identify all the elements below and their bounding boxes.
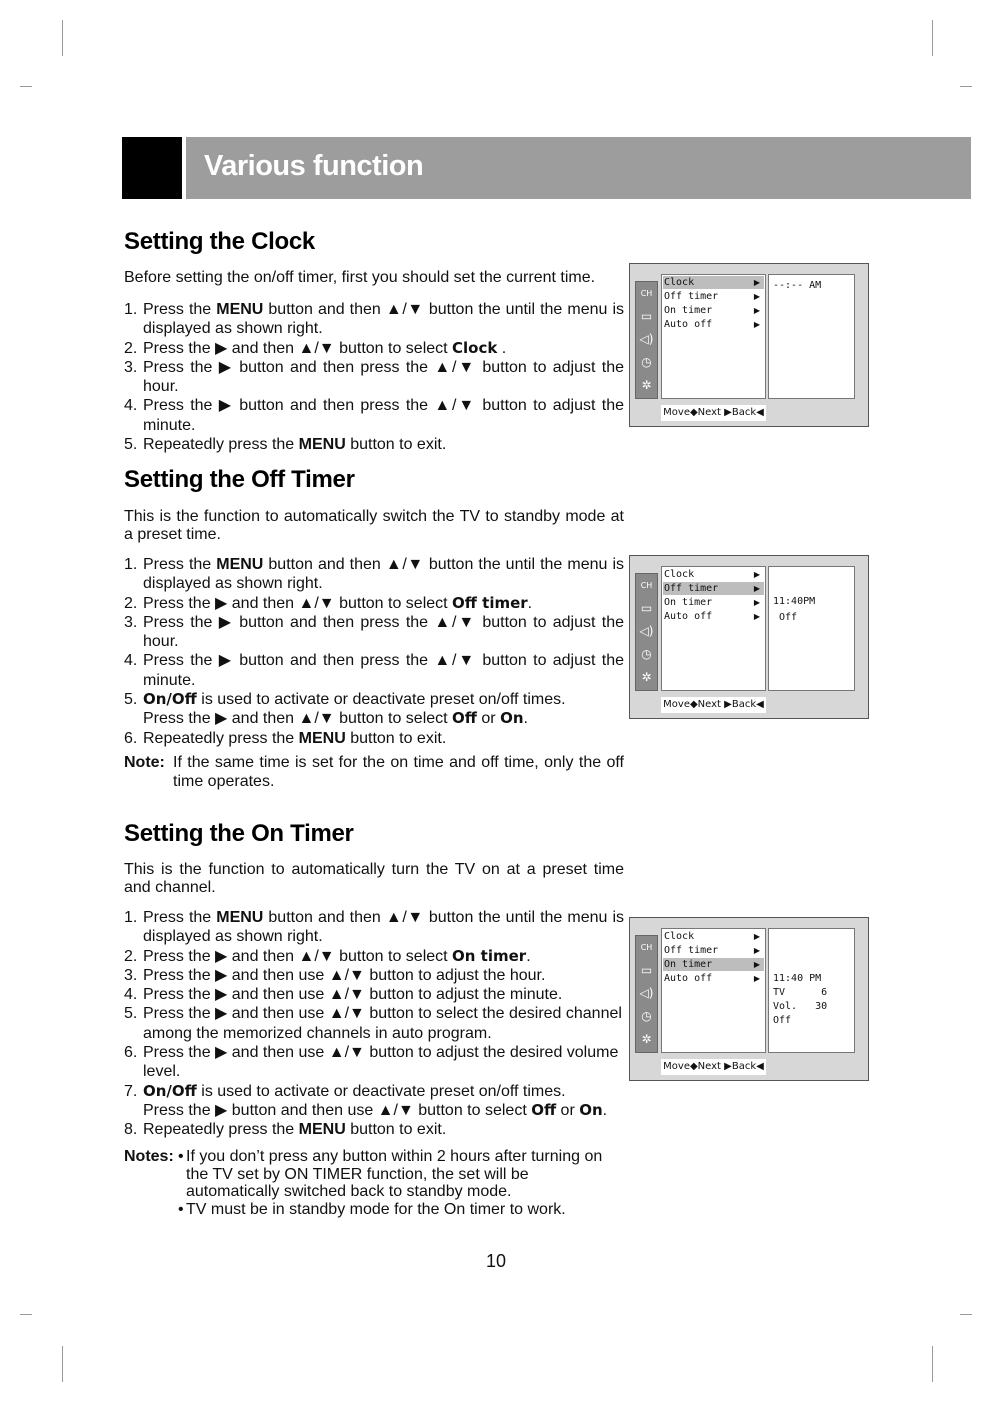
step-item: 1. Press the MENU button and then ▲/▼ button the until the menu is displayed as shown right. [124, 301, 625, 338]
clock-icon: ◷ [641, 355, 652, 369]
crop-mark [932, 1346, 933, 1382]
arrow-right-icon: ▶ [753, 946, 760, 955]
crop-mark [960, 86, 972, 87]
page-title: Various function [204, 150, 424, 182]
notes [124, 1148, 624, 1218]
osd-value: Off [773, 612, 798, 623]
arrow-right-icon: ▶ [753, 932, 760, 941]
step-item: 7. On/Off is used to activate or deactivate preset on/off times. Press the ▶ button and then use ▲/▼ button to select Off or On. [124, 1081, 608, 1119]
steps-list [124, 555, 624, 748]
osd-value: Off [773, 1015, 792, 1026]
osd-value: TV 6 [773, 987, 828, 998]
osd-menu-on-timer [629, 917, 869, 1081]
osd-menu-item: Off timer ▶ [663, 582, 764, 595]
osd-icon-bar [635, 935, 658, 1053]
notes-label: Notes: [124, 1148, 174, 1165]
crop-mark [62, 1346, 63, 1382]
crop-mark [932, 20, 933, 56]
step-item: 2. Press the ▶ and then ▲/▼ button to select Clock . [124, 338, 507, 357]
section-intro: This is the function to automatically switch the TV to standby mode at a preset time. [124, 508, 624, 543]
step-item: 2. Press the ▶ and then ▲/▼ button to select On timer. [124, 946, 531, 965]
ch-icon: CH [640, 581, 653, 590]
page-number: 10 [485, 1251, 507, 1271]
osd-icon-bar [635, 281, 658, 399]
step-item: 3. Press the ▶ and then use ▲/▼ button to adjust the hour. [124, 966, 546, 984]
step-item: 3. Press the ▶ button and then press the ▲/▼ button to adjust the hour. [124, 358, 624, 396]
arrow-right-icon: ▶ [753, 320, 760, 329]
osd-menu-clock [629, 263, 869, 427]
section-intro: This is the function to automatically turn the TV on at a preset time and channel. [124, 861, 624, 896]
note-text: If the same time is set for the on time and off time, only the off time operates. [173, 754, 624, 790]
osd-list-panel [661, 928, 766, 1053]
tv-picture-icon: ▭ [640, 309, 653, 323]
tv-picture-icon: ▭ [640, 601, 653, 615]
step-item: 4. Press the ▶ button and then press the ▲/▼ button to adjust the minute. [124, 652, 624, 689]
osd-footer: Move◆Next ▶Back◀ [661, 697, 766, 713]
osd-menu-off-timer [629, 555, 869, 719]
osd-menu-item: Auto off ▶ [664, 611, 760, 622]
speaker-icon: ◁) [639, 624, 654, 638]
arrow-right-icon: ▶ [753, 570, 760, 579]
header-block [122, 137, 182, 199]
crop-mark [20, 86, 32, 87]
osd-menu-item: Off timer ▶ [664, 291, 760, 302]
crop-mark [20, 1314, 32, 1315]
arrow-right-icon: ▶ [753, 584, 760, 593]
section-heading-off-timer: Setting the Off Timer [124, 466, 355, 493]
osd-menu-item: Auto off ▶ [664, 319, 760, 330]
clock-icon: ◷ [641, 647, 652, 661]
osd-list-panel [661, 274, 766, 399]
step-item: 5. Press the ▶ and then use ▲/▼ button to select the desired channel among the memorized channels in auto program. [124, 1005, 622, 1042]
step-item: 8. Repeatedly press the MENU button to exit. [124, 1121, 447, 1139]
osd-menu-item: On timer ▶ [664, 305, 760, 316]
special-icon: ✲ [641, 670, 652, 684]
step-item: 6. Press the ▶ and then use ▲/▼ button to adjust the desired volume level. [124, 1044, 619, 1081]
note [124, 754, 624, 791]
note-label: Note: [124, 754, 165, 771]
osd-value-panel [768, 566, 855, 691]
tv-picture-icon: ▭ [640, 963, 653, 977]
speaker-icon: ◁) [639, 986, 654, 1000]
section-heading-on-timer: Setting the On Timer [124, 820, 354, 847]
step-item: 5. Repeatedly press the MENU button to exit. [124, 436, 447, 454]
osd-list-panel [661, 566, 766, 691]
osd-value: 11:40PM [773, 596, 816, 607]
note-item: • TV must be in standby mode for the On timer to work. [178, 1200, 566, 1218]
header-bar [186, 137, 971, 199]
arrow-right-icon: ▶ [753, 278, 760, 287]
osd-value-panel [768, 274, 855, 399]
section-intro: Before setting the on/off timer, first you should set the current time. [124, 269, 596, 286]
ch-icon: CH [640, 943, 653, 952]
note-item: • If you don’t press any button within 2 hours after turning on the TV set by ON TIMER function, the set will be automatically switched back to standby mode. [178, 1148, 603, 1200]
step-item: 3. Press the ▶ button and then press the ▲/▼ button to adjust the hour. [124, 613, 624, 651]
step-item: 2. Press the ▶ and then ▲/▼ button to select Off timer. [124, 593, 533, 612]
osd-menu-item: Off timer ▶ [664, 945, 760, 956]
special-icon: ✲ [641, 378, 652, 392]
steps-list [124, 300, 624, 454]
osd-menu-item: Clock ▶ [664, 569, 760, 580]
step-item: 6. Repeatedly press the MENU button to exit. [124, 729, 447, 747]
osd-footer: Move◆Next ▶Back◀ [661, 1059, 766, 1075]
osd-value: Vol. 30 [773, 1001, 828, 1012]
osd-menu-item: On timer ▶ [663, 958, 764, 971]
steps-list [124, 908, 624, 1140]
osd-value-panel [768, 928, 855, 1053]
step-item: 1. Press the MENU button and then ▲/▼ button the until the menu is displayed as shown right. [124, 909, 625, 946]
osd-footer: Move◆Next ▶Back◀ [661, 405, 766, 421]
step-item: 4. Press the ▶ button and then press the ▲/▼ button to adjust the minute. [124, 397, 624, 434]
osd-value: 11:40 PM [773, 973, 822, 984]
crop-mark [62, 20, 63, 56]
clock-icon: ◷ [641, 1009, 652, 1023]
osd-menu-item: On timer ▶ [664, 597, 760, 608]
osd-value: --:-- AM [773, 280, 822, 291]
speaker-icon: ◁) [639, 332, 654, 346]
osd-menu-item: Auto off ▶ [664, 973, 760, 984]
osd-icon-bar [635, 573, 658, 691]
arrow-right-icon: ▶ [753, 974, 760, 983]
crop-mark [960, 1314, 972, 1315]
section-heading-clock: Setting the Clock [124, 228, 315, 255]
arrow-right-icon: ▶ [753, 612, 760, 621]
arrow-right-icon: ▶ [753, 306, 760, 315]
step-item: 4. Press the ▶ and then use ▲/▼ button to adjust the minute. [124, 986, 563, 1004]
arrow-right-icon: ▶ [753, 598, 760, 607]
ch-icon: CH [640, 289, 653, 298]
osd-menu-item: Clock ▶ [663, 276, 764, 289]
arrow-right-icon: ▶ [753, 960, 760, 969]
osd-menu-item: Clock ▶ [664, 931, 760, 942]
arrow-right-icon: ▶ [753, 292, 760, 301]
step-item: 5. On/Off is used to activate or deactivate preset on/off times. Press the ▶ and then ▲/▼ button to select Off or On. [124, 690, 566, 728]
step-item: 1. Press the MENU button and then ▲/▼ button the until the menu is displayed as shown right. [124, 556, 625, 593]
special-icon: ✲ [641, 1032, 652, 1046]
